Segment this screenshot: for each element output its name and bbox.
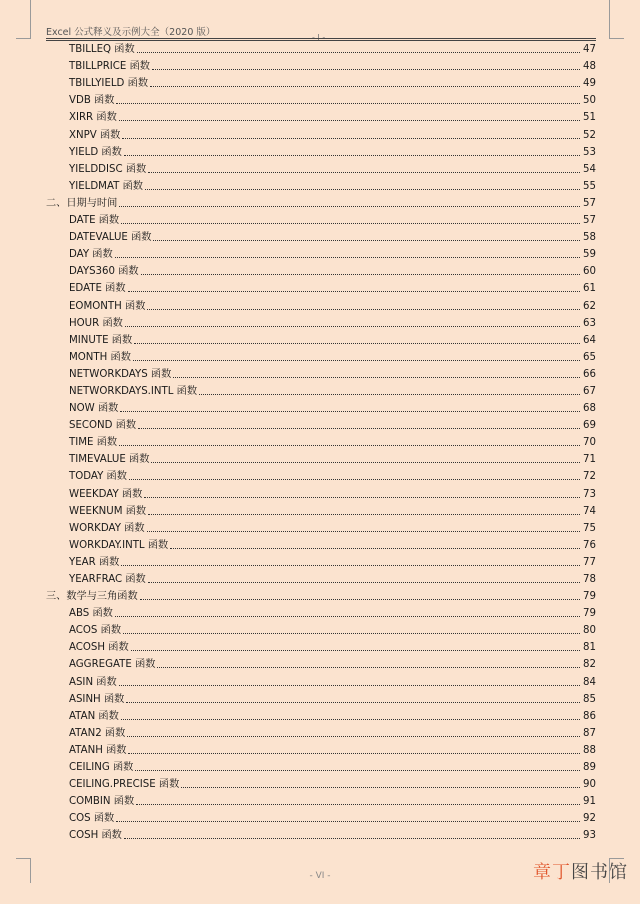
toc-entry[interactable] (46, 159, 596, 176)
toc-entry-label: EOMONTH 函数 (69, 300, 146, 312)
toc-page-number: 68 (583, 403, 596, 415)
toc-entry[interactable] (46, 56, 596, 73)
toc-dot-leader (115, 257, 580, 258)
toc-entry[interactable] (46, 347, 596, 364)
toc-entry-label: WEEKDAY 函数 (69, 488, 143, 500)
toc-entry-label: TBILLYIELD 函数 (69, 78, 149, 90)
toc-entry[interactable] (46, 432, 596, 449)
toc-dot-leader (136, 804, 580, 805)
toc-section-entry[interactable] (46, 193, 596, 210)
toc-entry[interactable] (46, 791, 596, 808)
toc-entry[interactable] (46, 176, 596, 193)
watermark-logo (533, 858, 628, 884)
toc-dot-leader (137, 52, 580, 53)
toc-entry-label: ASINH 函数 (69, 693, 125, 705)
toc-dot-leader (148, 514, 580, 515)
toc-entry-label: DAYS360 函数 (69, 266, 139, 278)
toc-entry-label: ABS 函数 (69, 608, 113, 620)
toc-entry[interactable] (46, 330, 596, 347)
toc-entry[interactable] (46, 73, 596, 90)
toc-entry-label: MINUTE 函数 (69, 334, 133, 346)
toc-entry[interactable] (46, 142, 596, 159)
toc-dot-leader (119, 120, 580, 121)
toc-page-number: 71 (583, 454, 596, 466)
toc-entry-label: XNPV 函数 (69, 129, 121, 141)
toc-dot-leader (151, 462, 580, 463)
toc-dot-leader (152, 69, 580, 70)
toc-dot-leader (116, 821, 580, 822)
watermark-part2: 图书馆 (571, 862, 628, 883)
toc-entry-label: EDATE 函数 (69, 283, 126, 295)
toc-page-number: 69 (583, 420, 596, 432)
toc-dot-leader (148, 582, 580, 583)
toc-entry-label: NETWORKDAYS 函数 (69, 368, 172, 380)
toc-page-number: 61 (583, 283, 596, 295)
toc-entry-label: NOW 函数 (69, 403, 119, 415)
toc-entry-label: ATANH 函数 (69, 744, 127, 756)
toc-entry-label: HOUR 函数 (69, 317, 123, 329)
toc-entry[interactable] (46, 637, 596, 654)
toc-page-number: 55 (583, 180, 596, 192)
toc-dot-leader (153, 240, 580, 241)
toc-entry[interactable] (46, 227, 596, 244)
toc-entry[interactable] (46, 278, 596, 295)
toc-entry[interactable] (46, 740, 596, 757)
toc-entry-label: TBILLEQ 函数 (69, 44, 135, 56)
toc-entry-label: COMBIN 函数 (69, 796, 135, 808)
toc-dot-leader (181, 787, 580, 788)
toc-page-number: 84 (583, 676, 596, 688)
toc-page-number: 57 (583, 197, 596, 209)
toc-entry-label: TBILLPRICE 函数 (69, 61, 150, 73)
toc-entry-label: 三、数学与三角函数 (46, 591, 138, 603)
toc-entry[interactable] (46, 518, 596, 535)
toc-section-entry[interactable] (46, 586, 596, 603)
toc-page-number: 58 (583, 232, 596, 244)
toc-page-number: 90 (583, 779, 596, 791)
toc-entry[interactable] (46, 381, 596, 398)
toc-entry[interactable] (46, 483, 596, 500)
toc-dot-leader (150, 86, 580, 87)
toc-page-number: 60 (583, 266, 596, 278)
toc-entry[interactable] (46, 415, 596, 432)
toc-entry-label: YIELDMAT 函数 (69, 180, 143, 192)
toc-entry-label: 二、日期与时间 (46, 197, 118, 209)
toc-entry[interactable] (46, 90, 596, 107)
toc-entry-label: COSH 函数 (69, 830, 122, 842)
toc-entry[interactable] (46, 774, 596, 791)
page-header-mark: - I - (312, 33, 326, 42)
crop-mark-top-left (16, 0, 31, 39)
toc-entry[interactable] (46, 654, 596, 671)
toc-entry-label: YEAR 函数 (69, 556, 120, 568)
toc-page-number: 65 (583, 351, 596, 363)
toc-entry-label: YEARFRAC 函数 (69, 574, 146, 585)
toc-entry[interactable] (46, 620, 596, 637)
toc-page-number: 54 (583, 163, 596, 175)
toc-page-number: 59 (583, 249, 596, 261)
toc-entry-label: VDB 函数 (69, 95, 115, 107)
toc-entry-label: TIME 函数 (69, 437, 118, 449)
toc-dot-leader (119, 685, 580, 686)
toc-dot-leader (134, 343, 580, 344)
toc-page-number: 52 (583, 129, 596, 141)
toc-page-number: 75 (583, 522, 596, 534)
toc-entry-label: ATAN2 函数 (69, 727, 126, 739)
toc-dot-leader (124, 155, 580, 156)
toc-dot-leader (128, 753, 580, 754)
toc-page-number: 53 (583, 146, 596, 158)
toc-dot-leader (126, 702, 580, 703)
toc-page-number: 57 (583, 215, 596, 227)
toc-entry-label: WEEKNUM 函数 (69, 505, 147, 517)
toc-page-number: 87 (583, 727, 596, 739)
toc-page-number: 73 (583, 488, 596, 500)
toc-dot-leader (145, 189, 580, 190)
toc-dot-leader (133, 360, 580, 361)
toc-entry-label: AGGREGATE 函数 (69, 659, 156, 671)
toc-dot-leader (127, 736, 580, 737)
toc-entry-label: WORKDAY.INTL 函数 (69, 539, 169, 551)
toc-entry-label: TODAY 函数 (69, 471, 127, 483)
toc-page-number: 79 (583, 608, 596, 620)
crop-mark-top-right (609, 0, 624, 39)
toc-page-number: 64 (583, 334, 596, 346)
toc-page-number: 66 (583, 368, 596, 380)
toc-entry-label: CEILING.PRECISE 函数 (69, 779, 180, 791)
toc-dot-leader (147, 531, 580, 532)
toc-dot-leader (148, 172, 580, 173)
toc-entry[interactable] (46, 107, 596, 124)
toc-dot-leader (121, 719, 580, 720)
toc-page-number: 74 (583, 505, 596, 517)
toc-dot-leader (119, 445, 580, 446)
toc-page-number: 89 (583, 762, 596, 774)
toc-entry-label: XIRR 函数 (69, 112, 117, 124)
page-footer-number: - VI - (309, 871, 331, 881)
toc-entry[interactable] (46, 449, 596, 466)
toc-entry[interactable] (46, 825, 596, 842)
page-header-title: Excel 公式释义及示例大全（2020 版） (46, 27, 216, 38)
toc-entry[interactable] (46, 295, 596, 312)
toc-page-number: 47 (583, 44, 596, 56)
toc-entry[interactable] (46, 689, 596, 706)
toc-entry[interactable] (46, 723, 596, 740)
toc-dot-leader (141, 274, 580, 275)
table-of-contents (46, 39, 596, 842)
toc-page-number: 78 (583, 574, 596, 585)
toc-dot-leader (119, 206, 580, 207)
toc-entry[interactable] (46, 808, 596, 825)
toc-entry-label: YIELDDISC 函数 (69, 163, 147, 175)
toc-dot-leader (170, 548, 580, 549)
toc-dot-leader (115, 616, 580, 617)
toc-dot-leader (123, 633, 580, 634)
toc-page-number: 48 (583, 61, 596, 73)
toc-page-number: 80 (583, 625, 596, 637)
toc-entry[interactable] (46, 706, 596, 723)
toc-entry[interactable] (46, 466, 596, 483)
toc-entry[interactable] (46, 552, 596, 569)
toc-entry-label: ACOS 函数 (69, 625, 122, 637)
toc-entry-label: COS 函数 (69, 813, 115, 825)
toc-page-number: 81 (583, 642, 596, 654)
toc-entry[interactable] (46, 603, 596, 620)
toc-page-number: 85 (583, 693, 596, 705)
toc-page-number: 67 (583, 385, 596, 397)
toc-entry-label: YIELD 函数 (69, 146, 122, 158)
toc-dot-leader (135, 770, 580, 771)
toc-entry-label: ACOSH 函数 (69, 642, 129, 654)
toc-entry-label: DAY 函数 (69, 249, 113, 261)
toc-entry-label: NETWORKDAYS.INTL 函数 (69, 385, 198, 397)
toc-entry[interactable] (46, 757, 596, 774)
toc-page-number: 82 (583, 659, 596, 671)
toc-entry-label: MONTH 函数 (69, 351, 131, 363)
toc-page-number: 70 (583, 437, 596, 449)
toc-entry[interactable] (46, 398, 596, 415)
toc-entry-label: ASIN 函数 (69, 676, 117, 688)
toc-page-number: 63 (583, 317, 596, 329)
watermark-part1: 章丁 (533, 862, 571, 883)
toc-entry-label: WORKDAY 函数 (69, 522, 145, 534)
toc-dot-leader (121, 223, 580, 224)
toc-entry[interactable] (46, 364, 596, 381)
toc-entry[interactable] (46, 535, 596, 552)
toc-dot-leader (120, 411, 580, 412)
toc-entry[interactable] (46, 501, 596, 518)
toc-page-number: 77 (583, 556, 596, 568)
toc-page-number: 79 (583, 591, 596, 603)
toc-entry[interactable] (46, 39, 596, 56)
toc-dot-leader (124, 838, 580, 839)
toc-dot-leader (122, 138, 580, 139)
toc-entry[interactable] (46, 244, 596, 261)
toc-page-number: 92 (583, 813, 596, 825)
toc-page-number: 86 (583, 710, 596, 722)
toc-page-number: 62 (583, 300, 596, 312)
toc-entry[interactable] (46, 671, 596, 688)
toc-entry[interactable] (46, 261, 596, 278)
toc-dot-leader (125, 326, 580, 327)
toc-entry-label: DATEVALUE 函数 (69, 232, 152, 244)
toc-entry[interactable] (46, 569, 596, 586)
toc-dot-leader (147, 309, 580, 310)
toc-entry-label: CEILING 函数 (69, 762, 134, 774)
toc-dot-leader (173, 377, 580, 378)
toc-page-number: 76 (583, 539, 596, 551)
toc-dot-leader (131, 650, 580, 651)
toc-page-number: 93 (583, 830, 596, 842)
toc-dot-leader (138, 428, 580, 429)
toc-dot-leader (129, 479, 580, 480)
toc-entry-label: TIMEVALUE 函数 (69, 454, 150, 466)
toc-entry-label: SECOND 函数 (69, 420, 137, 432)
toc-dot-leader (199, 394, 580, 395)
toc-dot-leader (144, 497, 580, 498)
toc-dot-leader (128, 291, 580, 292)
toc-page-number: 88 (583, 744, 596, 756)
toc-dot-leader (140, 599, 580, 600)
toc-page-number: 51 (583, 112, 596, 124)
toc-entry-label: ATAN 函数 (69, 710, 119, 722)
toc-page-number: 49 (583, 78, 596, 90)
toc-entry-label: DATE 函数 (69, 215, 120, 227)
toc-entry[interactable] (46, 210, 596, 227)
toc-entry[interactable] (46, 124, 596, 141)
toc-dot-leader (157, 667, 580, 668)
toc-page-number: 50 (583, 95, 596, 107)
toc-entry[interactable] (46, 313, 596, 330)
toc-page-number: 72 (583, 471, 596, 483)
toc-dot-leader (121, 565, 580, 566)
toc-page-number: 91 (583, 796, 596, 808)
toc-dot-leader (116, 103, 580, 104)
